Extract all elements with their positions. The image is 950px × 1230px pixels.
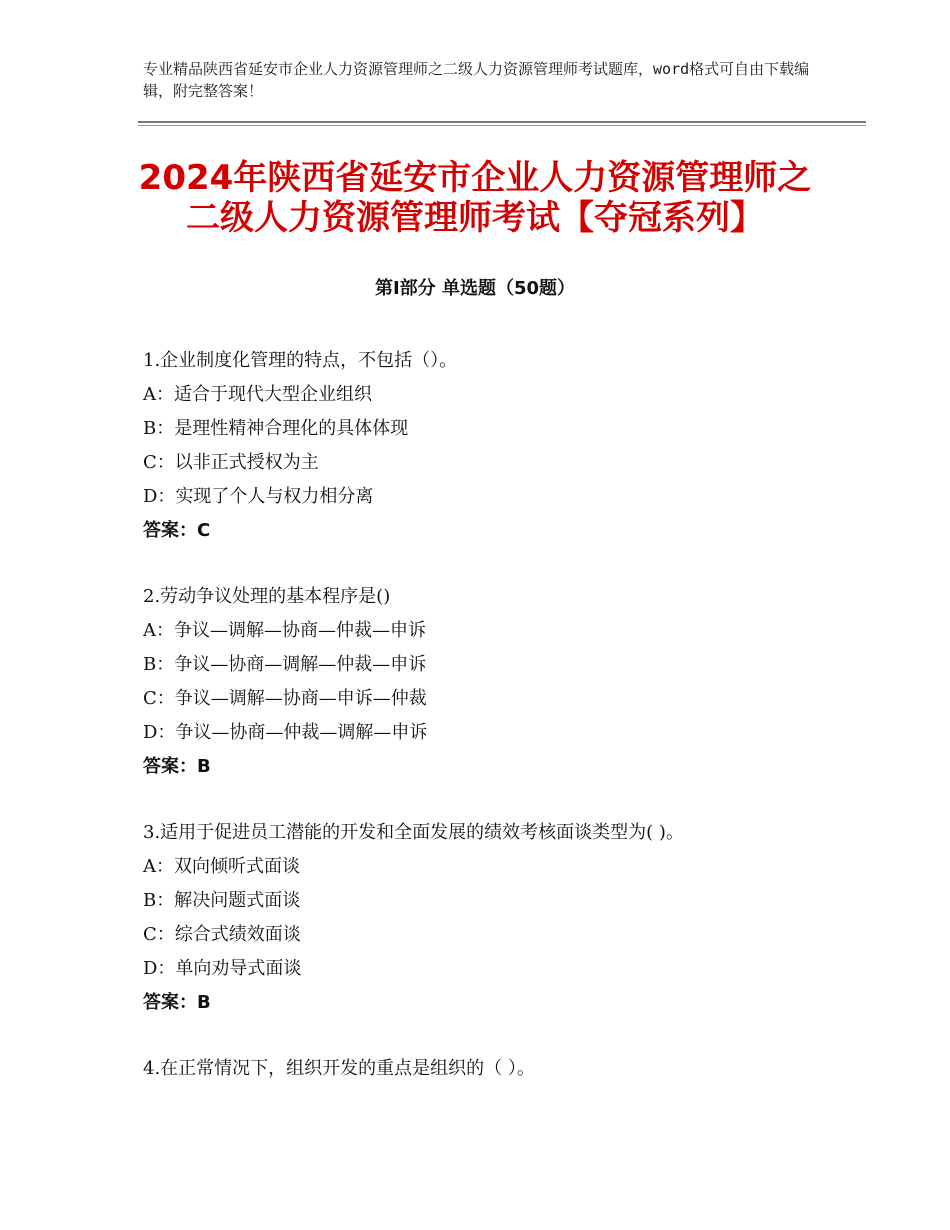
question-1 <box>143 344 863 548</box>
option-b: B：是理性精神合理化的具体体现 <box>143 418 409 439</box>
answer: 答案：B <box>143 992 211 1013</box>
option-b: B：解决问题式面谈 <box>143 890 301 911</box>
header-rule-thin <box>138 125 866 126</box>
question-3 <box>143 816 863 1020</box>
option-d: D：单向劝导式面谈 <box>143 958 302 979</box>
option-c: C：以非正式授权为主 <box>143 452 319 473</box>
option-a: A：双向倾听式面谈 <box>143 856 300 877</box>
question-stem: 2.劳动争议处理的基本程序是() <box>143 586 391 607</box>
title-line-2: 二级人力资源管理师考试【夺冠系列】 <box>186 198 764 238</box>
document-title <box>100 158 850 238</box>
answer: 答案：C <box>143 520 211 541</box>
option-a: A：争议—调解—协商—仲裁—申诉 <box>143 620 426 641</box>
question-stem: 1.企业制度化管理的特点，不包括（）。 <box>143 350 458 371</box>
question-list <box>143 344 863 1118</box>
header-note: 专业精品陕西省延安市企业人力资源管理师之二级人力资源管理师考试题库，word格式可自由下载编辑，附完整答案！ <box>143 60 810 100</box>
question-stem: 3.适用于促进员工潜能的开发和全面发展的绩效考核面谈类型为( )。 <box>143 822 684 843</box>
title-line-1: 2024年陕西省延安市企业人力资源管理师之 <box>138 158 812 198</box>
option-d: D：争议—协商—仲裁—调解—申诉 <box>143 722 428 743</box>
section-title: 第Ⅰ部分 单选题（50题） <box>374 278 575 299</box>
option-a: A：适合于现代大型企业组织 <box>143 384 372 405</box>
question-2 <box>143 580 863 784</box>
question-stem: 4.在正常情况下，组织开发的重点是组织的（ ）。 <box>143 1058 535 1079</box>
answer: 答案：B <box>143 756 211 777</box>
option-c: C：争议—调解—协商—申诉—仲裁 <box>143 688 427 709</box>
header-rule-thick <box>138 121 866 123</box>
option-c: C：综合式绩效面谈 <box>143 924 301 945</box>
question-4 <box>143 1052 863 1086</box>
option-d: D：实现了个人与权力相分离 <box>143 486 374 507</box>
option-b: B：争议—协商—调解—仲裁—申诉 <box>143 654 427 675</box>
